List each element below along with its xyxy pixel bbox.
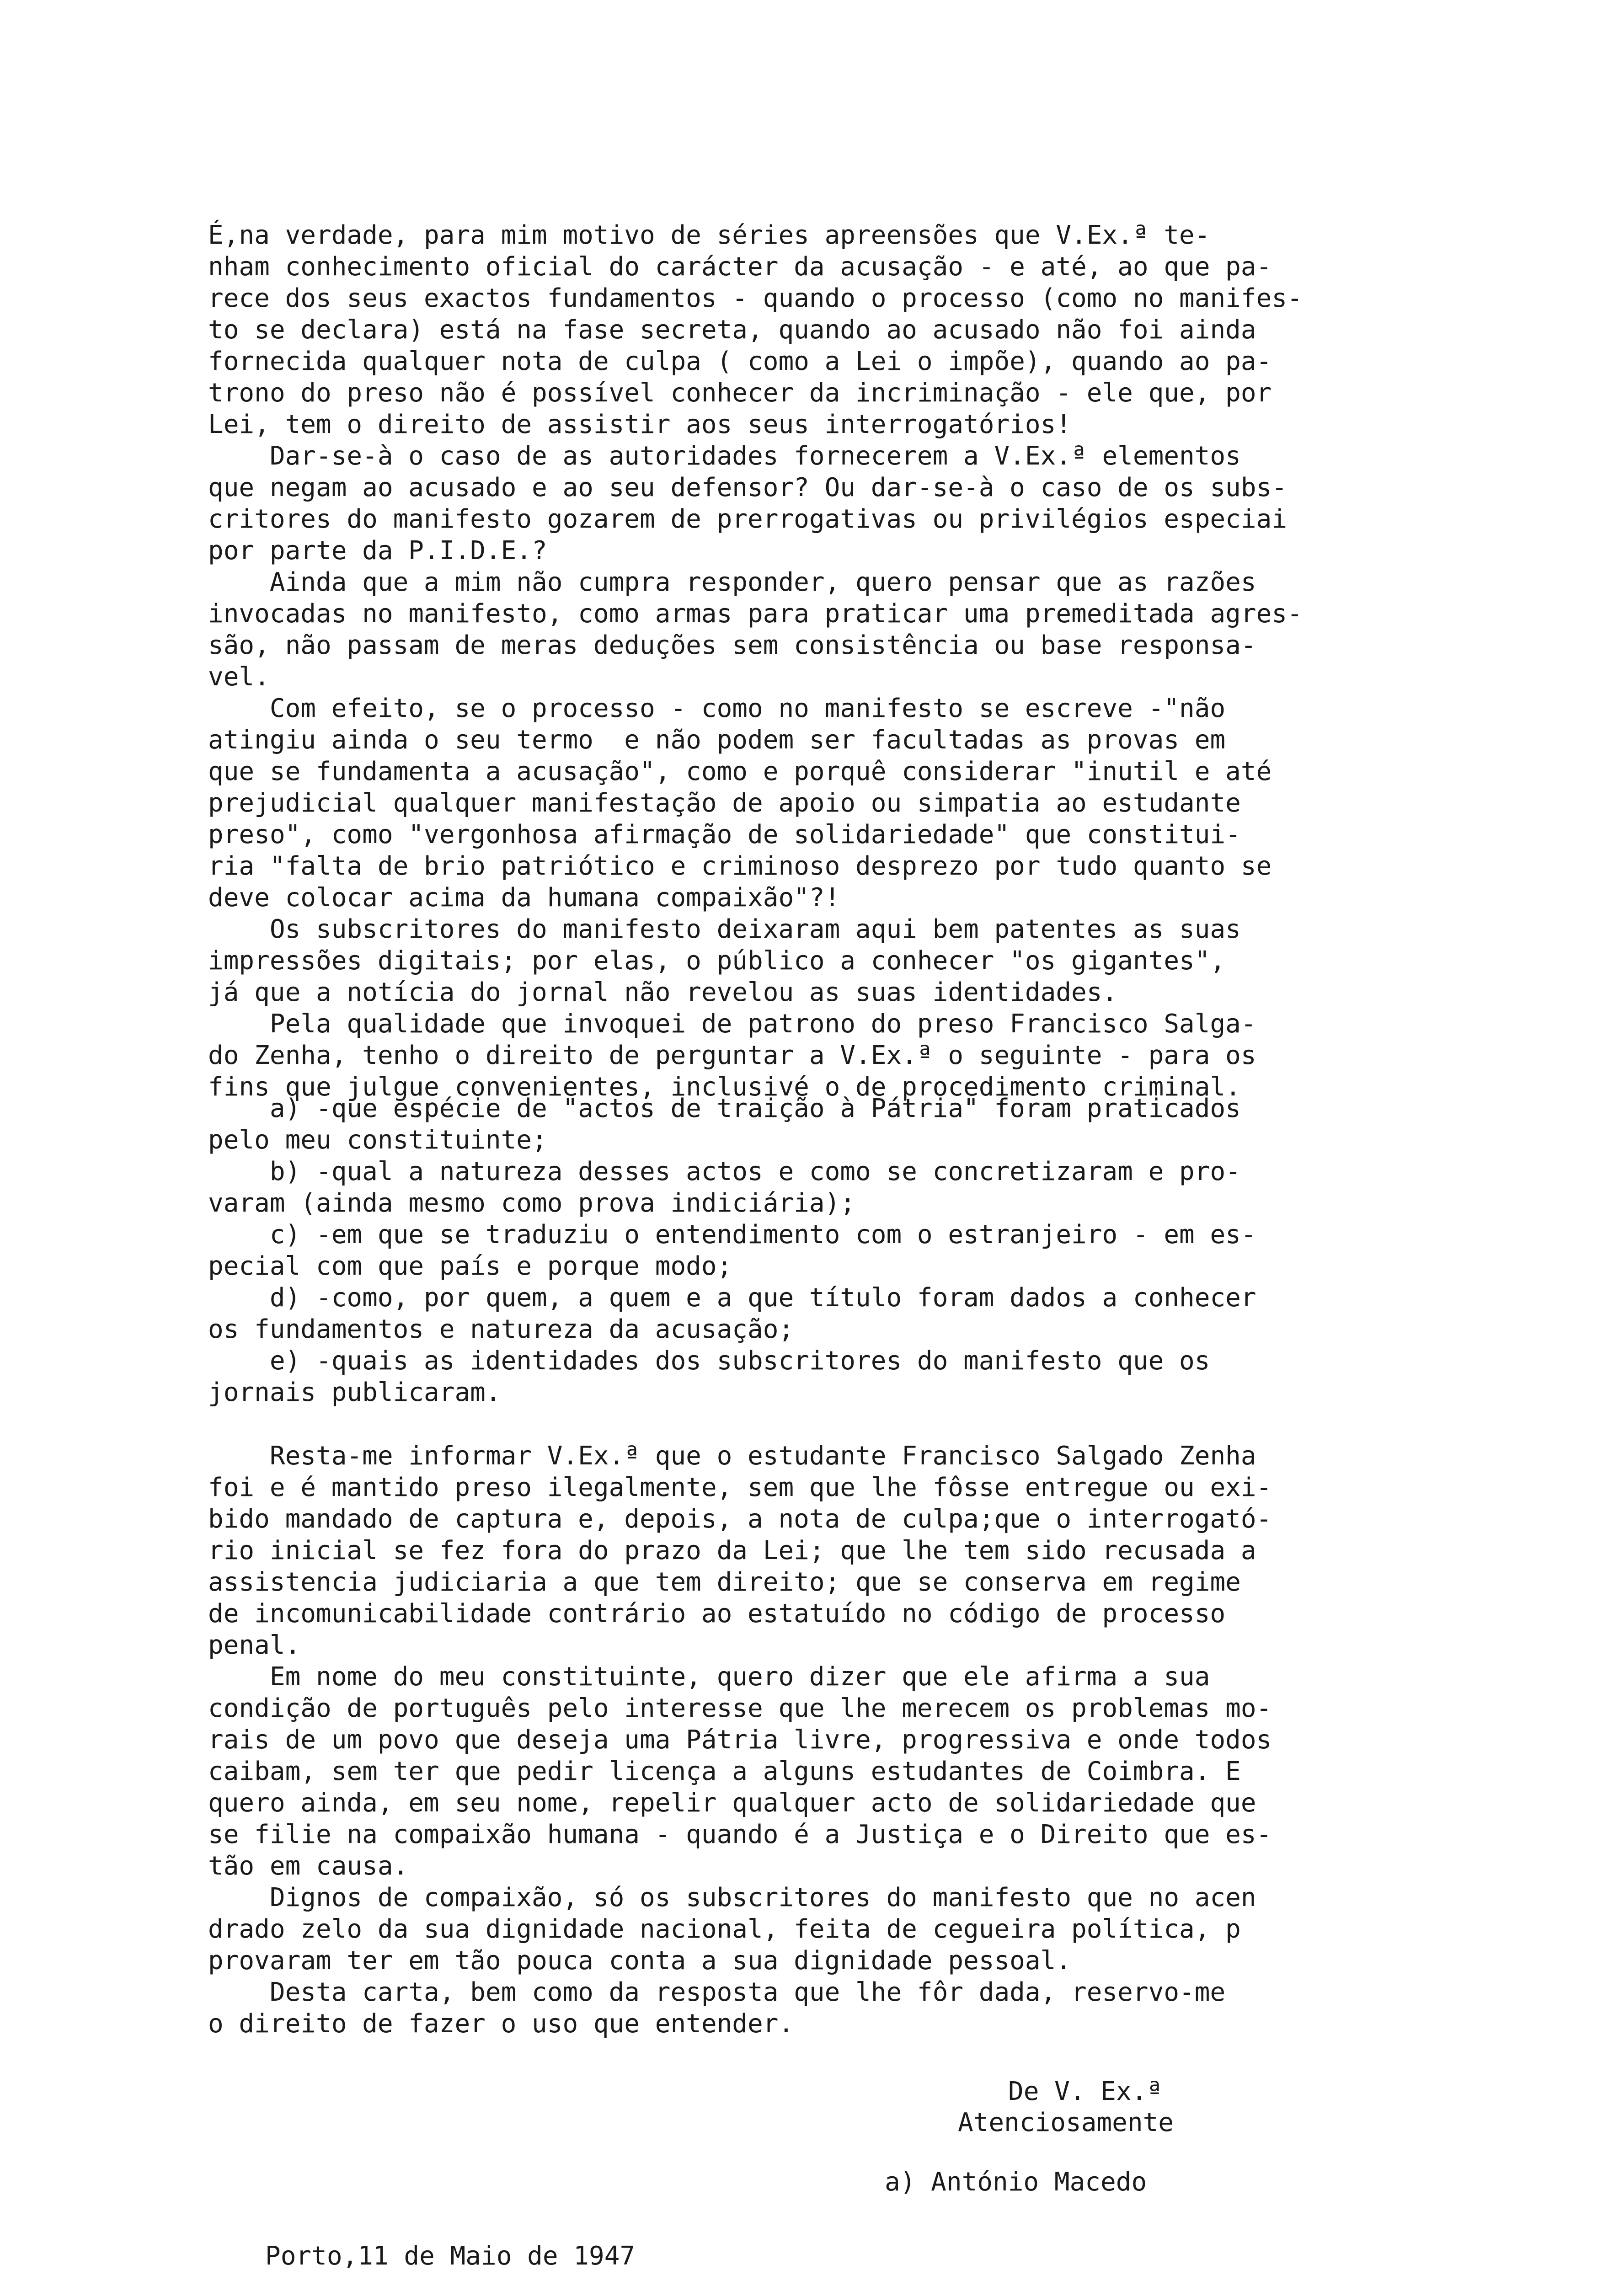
final-text-line: quero ainda, em seu nome, repelir qualquer acto de solidariedade que [208, 1788, 1256, 1818]
letter-body [208, 219, 1502, 1103]
questions-list [208, 1093, 1502, 1408]
final-text-line: foi e é mantido preso ilegalmente, sem que lhe fôsse entregue ou exi- [208, 1473, 1272, 1502]
body-text-line: invocadas no manifesto, como armas para praticar uma premeditada agres- [208, 599, 1303, 629]
body-text-line: que negam ao acusado e ao seu defensor? Ou dar-se-à o caso de os subs- [208, 473, 1287, 502]
question-text-line: os fundamentos e natureza da acusação; [208, 1314, 794, 1344]
body-text-line: são, não passam de meras deduções sem consistência ou base responsa- [208, 630, 1256, 660]
closing-salutation: De V. Ex.ª [1008, 2077, 1163, 2106]
body-text-line: Com efeito, se o processo - como no manifesto se escreve -"não [208, 694, 1226, 723]
question-text-line: b) -qual a natureza desses actos e como se concretizaram e pro- [208, 1157, 1241, 1186]
final-text-line: condição de português pelo interesse que lhe merecem os problemas mo- [208, 1693, 1272, 1723]
body-text-line: atingiu ainda o seu termo e não podem ser facultadas as provas em [208, 725, 1226, 755]
final-text-line: assistencia judiciaria a que tem direito; que se conserva em regime [208, 1567, 1241, 1597]
body-text-line: É,na verdade, para mim motivo de séries apreensões que V.Ex.ª te- [208, 220, 1210, 250]
body-text-line: por parte da P.I.D.E.? [208, 536, 547, 566]
body-text-line: prejudicial qualquer manifestação de apoio ou simpatia ao estudante [208, 788, 1241, 818]
body-text-line: ria "falta de brio patriótico e criminoso desprezo por tudo quanto se [208, 851, 1272, 881]
final-text-line: caibam, sem ter que pedir licença a alguns estudantes de Coimbra. E [208, 1757, 1241, 1786]
body-text-line: Lei, tem o direito de assistir aos seus interrogatórios! [208, 410, 1072, 439]
question-text-line: c) -em que se traduziu o entendimento com o estranjeiro - em es- [208, 1220, 1256, 1250]
signature: a) António Macedo [885, 2167, 1147, 2197]
final-text-line: Dignos de compaixão, só os subscritores do manifesto que no acen [208, 1883, 1256, 1912]
body-text-line: to se declara) está na fase secreta, quando ao acusado não foi ainda [208, 315, 1256, 345]
body-text-line: preso", como "vergonhosa afirmação de solidariedade" que constitui- [208, 820, 1241, 849]
body-text-line: Os subscritores do manifesto deixaram aqui bem patentes as suas [208, 914, 1241, 944]
question-text-line: pecial com que país e porque modo; [208, 1251, 732, 1281]
final-text-line: drado zelo da sua dignidade nacional, feita de cegueira política, p [208, 1914, 1241, 1944]
final-text-line: tão em causa. [208, 1851, 409, 1881]
body-text-line: fins que julgue convenientes, inclusivé o de procedimento criminal. [208, 1072, 1241, 1102]
question-text-line: jornais publicaram. [208, 1378, 501, 1407]
body-text-line: trono do preso não é possível conhecer da incriminação - ele que, por [208, 378, 1272, 408]
final-text-line: Desta carta, bem como da resposta que lhe fôr dada, reservo-me [208, 1977, 1226, 2007]
body-text-line: fornecida qualquer nota de culpa ( como a Lei o impõe), quando ao pa- [208, 347, 1272, 376]
final-text-line: penal. [208, 1630, 301, 1660]
final-text-line: Resta-me informar V.Ex.ª que o estudante Francisco Salgado Zenha [208, 1441, 1256, 1471]
body-text-line: vel. [208, 662, 270, 692]
closing-regards: Atenciosamente [958, 2108, 1174, 2137]
question-text-line: e) -quais as identidades dos subscritores do manifesto que os [208, 1346, 1210, 1376]
body-text-line: Dar-se-à o caso de as autoridades fornecerem a V.Ex.ª elementos [208, 441, 1241, 471]
final-text-line: Em nome do meu constituinte, quero dizer que ele afirma a sua [208, 1662, 1210, 1692]
letter-final-paragraphs [208, 1440, 1502, 2040]
body-text-line: que se fundamenta a acusação", como e porquê considerar "inutil e até [208, 757, 1272, 786]
final-text-line: rais de um povo que deseja uma Pátria livre, progressiva e onde todos [208, 1725, 1272, 1755]
body-text-line: deve colocar acima da humana compaixão"?! [208, 883, 840, 913]
question-text-line: a) -que espécie de "actos de traição à Pátria" foram praticados [208, 1094, 1241, 1123]
question-text-line: varam (ainda mesmo como prova indiciária); [208, 1188, 856, 1218]
final-text-line: rio inicial se fez fora do prazo da Lei; que lhe tem sido recusada a [208, 1536, 1256, 1565]
final-text-line: o direito de fazer o uso que entender. [208, 2009, 794, 2039]
body-text-line: Pela qualidade que invoquei de patrono do preso Francisco Salga- [208, 1009, 1256, 1039]
body-text-line: impressões digitais; por elas, o público a conhecer "os gigantes", [208, 946, 1226, 976]
body-text-line: critores do manifesto gozarem de prerrogativas ou privilégios especiai [208, 504, 1287, 534]
final-text-line: se filie na compaixão humana - quando é a Justiça e o Direito que es- [208, 1820, 1272, 1849]
body-text-line: já que a notícia do jornal não revelou as suas identidades. [208, 977, 1118, 1007]
question-text-line: pelo meu constituinte; [208, 1125, 547, 1155]
place-and-date: Porto,11 de Maio de 1947 [265, 2241, 636, 2271]
body-text-line: nham conhecimento oficial do carácter da acusação - e até, ao que pa- [208, 252, 1272, 282]
final-text-line: bido mandado de captura e, depois, a nota de culpa;que o interrogató- [208, 1504, 1272, 1534]
body-text-line: do Zenha, tenho o direito de perguntar a V.Ex.ª o seguinte - para os [208, 1041, 1256, 1070]
body-text-line: rece dos seus exactos fundamentos - quando o processo (como no manifes- [208, 283, 1303, 313]
final-text-line: provaram ter em tão pouca conta a sua dignidade pessoal. [208, 1946, 1072, 1976]
question-text-line: d) -como, por quem, a quem e a que título foram dados a conhecer [208, 1283, 1256, 1313]
body-text-line: Ainda que a mim não cumpra responder, quero pensar que as razões [208, 567, 1256, 597]
final-text-line: de incomunicabilidade contrário ao estatuído no código de processo [208, 1599, 1226, 1629]
